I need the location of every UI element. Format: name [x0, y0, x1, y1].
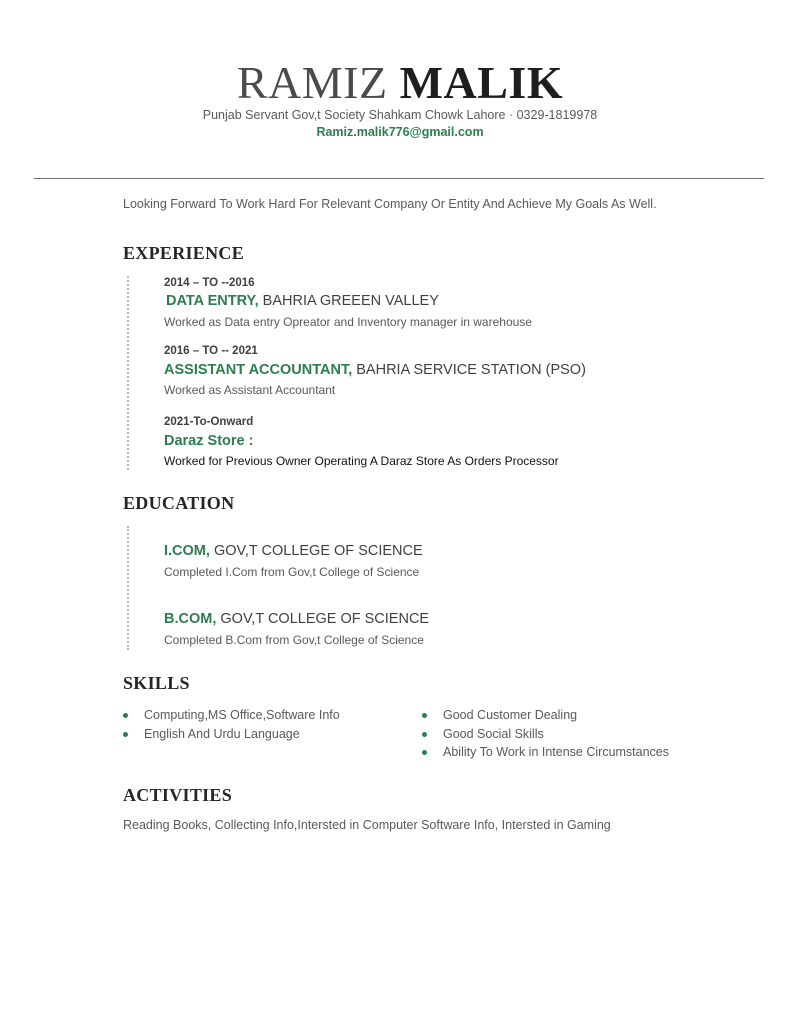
bullet-icon	[123, 732, 128, 737]
experience-date: 2014 – TO --2016	[164, 277, 255, 289]
experience-title	[166, 293, 439, 309]
objective-text: Looking Forward To Work Hard For Relevant Company Or Entity And Achieve My Goals As Well.	[123, 197, 657, 211]
skill-label: Good Customer Dealing	[443, 708, 578, 722]
experience-org: BAHRIA SERVICE STATION (PSO)	[352, 362, 586, 378]
activities-text: Reading Books, Collecting Info,Intersted in Computer Software Info, Intersted in Gaming	[123, 818, 611, 832]
education-institution: GOV,T COLLEGE OF SCIENCE	[216, 611, 430, 627]
skill-label: English And Urdu Language	[144, 726, 300, 741]
bullet-icon	[422, 732, 427, 737]
skill-item	[123, 706, 340, 725]
experience-title	[164, 433, 253, 449]
first-name: RAMIZ	[236, 57, 388, 108]
skills-list-right	[422, 706, 669, 762]
experience-date: 2016 – TO -- 2021	[164, 345, 258, 357]
experience-role: Daraz Store :	[164, 433, 254, 449]
experience-date: 2021-To-Onward	[164, 416, 254, 428]
skills-heading: SKILLS	[123, 673, 190, 693]
education-title	[164, 611, 429, 627]
bullet-icon	[123, 713, 128, 718]
skill-item	[422, 725, 669, 744]
bullet-icon	[422, 750, 427, 755]
bullet-icon	[422, 713, 427, 718]
experience-description: Worked for Previous Owner Operating A Daraz Store As Orders Processor	[164, 454, 559, 468]
skills-list-left	[123, 706, 340, 743]
skill-label: Good Social Skills	[443, 726, 544, 741]
education-degree: B.COM,	[164, 611, 217, 627]
education-timeline	[127, 526, 129, 650]
activities-heading: ACTIVITIES	[123, 785, 233, 805]
education-title	[164, 543, 423, 559]
skill-item	[123, 725, 340, 744]
experience-title	[164, 362, 586, 378]
experience-description: Worked as Assistant Accountant	[164, 383, 336, 397]
experience-role: ASSISTANT ACCOUNTANT,	[164, 362, 353, 378]
header-divider	[34, 178, 764, 179]
education-heading: EDUCATION	[123, 493, 235, 513]
experience-timeline	[127, 276, 129, 470]
education-institution: GOV,T COLLEGE OF SCIENCE	[209, 543, 423, 559]
experience-heading: EXPERIENCE	[123, 243, 245, 263]
last-name: MALIK	[399, 57, 564, 108]
education-description: Completed B.Com from Gov,t College of Science	[164, 633, 424, 647]
experience-org: BAHRIA GREEEN VALLEY	[258, 293, 439, 309]
skill-label: Ability To Work in Intense Circumstances	[443, 745, 670, 759]
skill-item	[422, 743, 669, 762]
skill-label: Computing,MS Office,Software Info	[144, 708, 340, 722]
education-description: Completed I.Com from Gov,t College of Science	[164, 565, 420, 579]
education-degree: I.COM,	[164, 543, 210, 559]
skill-item	[422, 706, 669, 725]
contact-line: Punjab Servant Gov,t Society Shahkam Chowk Lahore · 0329-1819978	[202, 108, 598, 122]
experience-role: DATA ENTRY,	[166, 293, 259, 309]
experience-description: Worked as Data entry Opreator and Inventory manager in warehouse	[164, 315, 532, 329]
email-link[interactable]: Ramiz.malik776@gmail.com	[316, 125, 484, 139]
candidate-name	[0, 58, 800, 108]
